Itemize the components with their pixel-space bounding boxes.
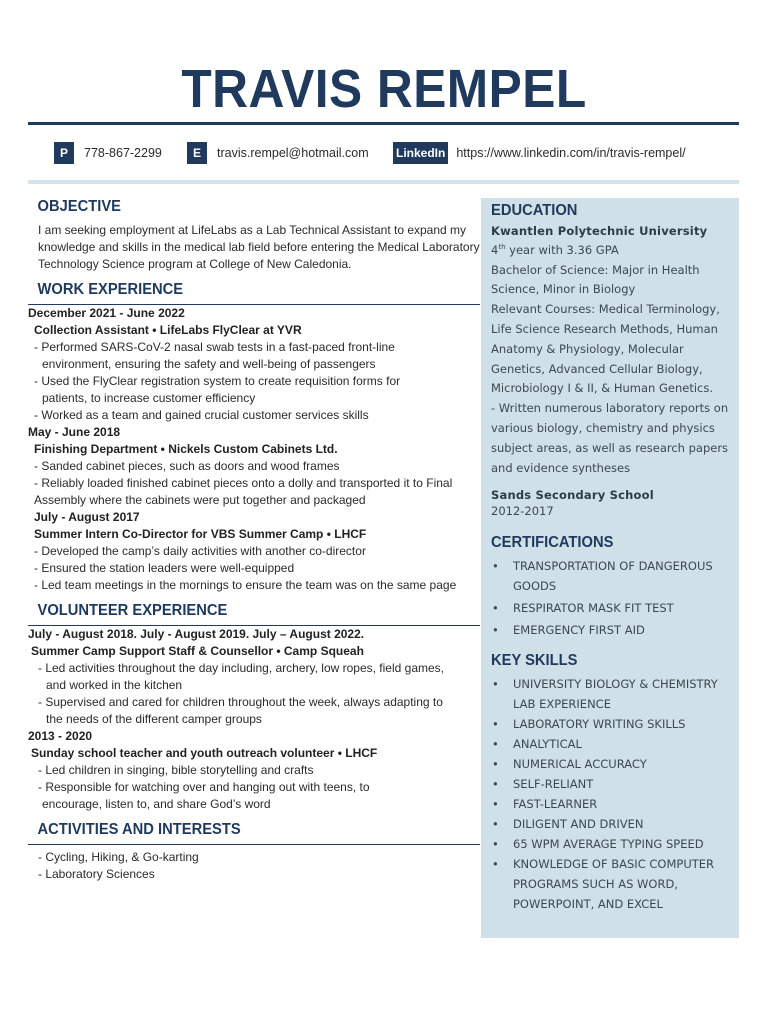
linkedin-badge: LinkedIn — [393, 142, 448, 164]
skill-item: • FAST-LEARNER — [491, 794, 739, 814]
education-title: EDUCATION — [491, 202, 578, 219]
work-title: WORK EXPERIENCE — [37, 281, 184, 298]
activity-item: - Laboratory Sciences — [38, 867, 155, 881]
volunteer-bullet: - Led activities throughout the day including, archery, low ropes, field games, and worked in the kitchen — [38, 661, 444, 692]
phone-number: 778-867-2299 — [84, 146, 162, 160]
job-bullet: - Worked as a team and gained crucial customer services skills — [34, 408, 369, 422]
email-badge: E — [187, 142, 207, 164]
job-entry — [28, 424, 480, 509]
job-bullet: - Sanded cabinet pieces, such as doors and wood frames — [34, 459, 340, 473]
activities-rule — [28, 844, 480, 845]
skills-title: KEY SKILLS — [491, 652, 578, 670]
job-date: December 2021 - June 2022 — [28, 306, 185, 320]
skill-item: • ANALYTICAL — [491, 734, 739, 754]
job-bullet: - Reliably loaded finished cabinet pieces onto a dolly and transported it to Final Assembly where the cabinets were put together and packaged — [34, 476, 453, 507]
education-school: Kwantlen Polytechnic University — [491, 224, 708, 238]
education-year: 4th year with 3.36 GPA — [491, 242, 619, 257]
job-entry — [28, 509, 480, 594]
activity-item: - Cycling, Hiking, & Go-karting — [38, 850, 199, 864]
job-date: July - August 2017 — [34, 510, 140, 524]
skill-item: • SELF-RELIANT — [491, 774, 739, 794]
volunteer-bullet: - Led children in singing, bible storytelling and crafts — [38, 763, 314, 777]
education-school-2-years: 2012-2017 — [491, 504, 554, 519]
volunteer-entry — [28, 728, 480, 813]
volunteer-bullet: - Responsible for watching over and hanging out with teens, to encourage, listen to, and share God’s word — [38, 780, 370, 811]
certification-item: • TRANSPORTATION OF DANGEROUS GOODS — [491, 556, 739, 596]
objective-text: I am seeking employment at LifeLabs as a Lab Technical Assistant to expand my knowledge and skills in the medical lab field before entering the Medical Laboratory Technology Science program at College of New Caledonia. — [38, 223, 480, 271]
volunteer-role: Summer Camp Support Staff & Counsellor • Camp Squeah — [31, 644, 364, 658]
contact-rule — [28, 180, 739, 184]
volunteer-bullet: - Supervised and cared for children throughout the week, always adapting to the needs of the different camper groups — [38, 695, 443, 726]
skill-item: • 65 WPM AVERAGE TYPING SPEED — [491, 834, 739, 854]
linkedin-url[interactable]: https://www.linkedin.com/in/travis-rempel/ — [456, 146, 686, 160]
certifications-title: CERTIFICATIONS — [491, 534, 614, 552]
left-column — [28, 196, 480, 883]
job-entry — [28, 305, 480, 424]
contact-phone — [54, 142, 162, 164]
skill-item: • LABORATORY WRITING SKILLS — [491, 714, 739, 734]
resume-name: TRAVIS REMPEL — [181, 59, 587, 119]
skill-item: • UNIVERSITY BIOLOGY & CHEMISTRY LAB EXPERIENCE — [491, 674, 739, 714]
certification-item: • RESPIRATOR MASK FIT TEST — [491, 598, 739, 618]
education-reports: - Written numerous laboratory reports on various biology, chemistry and physics subject areas, as well as research papers and evidence syntheses — [491, 401, 729, 475]
certification-item: • EMERGENCY FIRST AID — [491, 620, 739, 640]
volunteer-entry — [28, 626, 480, 728]
contact-email — [187, 142, 369, 164]
job-bullet: - Ensured the station leaders were well-equipped — [34, 561, 295, 575]
email-address[interactable]: travis.rempel@hotmail.com — [217, 146, 369, 160]
volunteer-role: Sunday school teacher and youth outreach volunteer • LHCF — [31, 746, 378, 760]
job-date: May - June 2018 — [28, 425, 121, 439]
right-sidebar — [481, 198, 739, 938]
education-school-2: Sands Secondary School — [491, 488, 654, 503]
objective-title: OBJECTIVE — [37, 198, 121, 215]
header-rule — [28, 122, 739, 125]
job-role: Collection Assistant • LifeLabs FlyClear at YVR — [34, 323, 302, 337]
education-degree: Bachelor of Science: Major in Health Science, Minor in Biology — [491, 262, 700, 297]
job-role: Finishing Department • Nickels Custom Cabinets Ltd. — [34, 442, 338, 456]
contact-linkedin — [393, 142, 686, 164]
skill-item: • KNOWLEDGE OF BASIC COMPUTER PROGRAMS SUCH AS WORD, POWERPOINT, AND EXCEL — [491, 854, 739, 914]
job-bullet: - Performed SARS-CoV-2 nasal swab tests in a fast-paced front-line environment, ensuring the safety and well-being of passengers — [34, 340, 395, 371]
skill-item: • DILIGENT AND DRIVEN — [491, 814, 739, 834]
skill-item: • NUMERICAL ACCURACY — [491, 754, 739, 774]
activities-title: ACTIVITIES AND INTERESTS — [37, 821, 241, 838]
education-courses: Relevant Courses: Medical Terminology, Life Science Research Methods, Human Anatomy & Physiology, Molecular Genetics, Advanced Cellular Biology, Microbiology I & II, & Human Genetics. — [491, 302, 720, 396]
job-role: Summer Intern Co-Director for VBS Summer Camp • LHCF — [34, 527, 367, 541]
job-bullet: - Used the FlyClear registration system to create requisition forms for patients, to increase customer efficiency — [34, 374, 401, 405]
volunteer-title: VOLUNTEER EXPERIENCE — [37, 602, 228, 619]
job-bullet: - Developed the camp’s daily activities with another co-director — [34, 544, 366, 558]
phone-badge: P — [54, 142, 74, 164]
volunteer-date: July - August 2018. July - August 2019. July – August 2022. — [28, 627, 365, 641]
job-bullet: - Led team meetings in the mornings to ensure the team was on the same page — [34, 578, 457, 592]
volunteer-date: 2013 - 2020 — [28, 729, 93, 743]
